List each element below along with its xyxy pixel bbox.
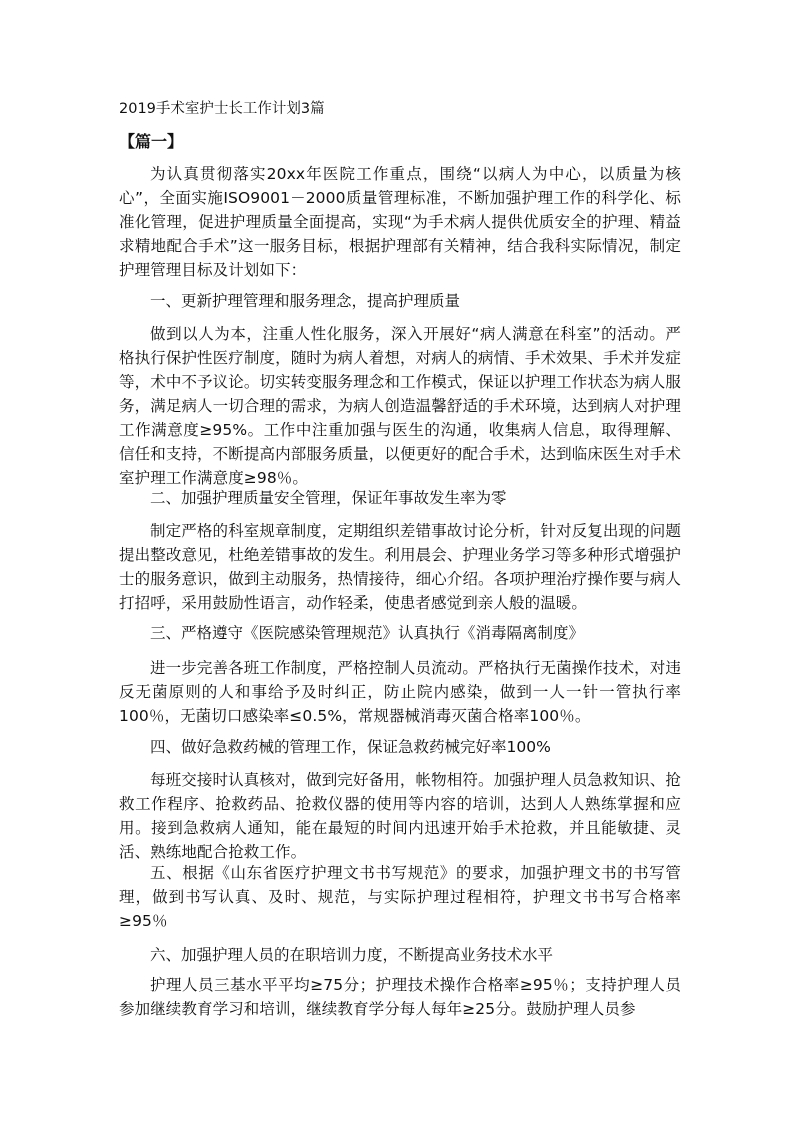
section-heading-2: 二、加强护理质量安全管理，保证年事故发生率为零: [150, 489, 507, 507]
section-heading-4: 四、做好急救药械的管理工作，保证急救药械完好率100%: [150, 738, 551, 756]
section-label: 【篇一】: [119, 132, 184, 151]
intro-paragraph: 为认真贯彻落实20xx年医院工作重点，围绕“以病人为中心，以质量为核心”，全面实施ISO9001－2000质量管理标准，不断加强护理工作的科学化、标准化管理，促进护理质量全面提高，实现“为手术病人提供优质安全的护理、精益求精地配合手术”这一服务目标，根据护理部有关精神，结合我科实际情况，制定护理管理目标及计划如下：: [119, 165, 681, 279]
document-title: 2019手术室护士长工作计划3篇: [119, 101, 325, 117]
section-body-1: 做到以人为本，注重人性化服务，深入开展好“病人满意在科室”的活动。严格执行保护性医疗制度，随时为病人着想，对病人的病情、手术效果、手术并发症等，术中不予议论。切实转变服务理念和工作模式，保证以护理工作状态为病人服务，满足病人一切合理的需求，为病人创造温馨舒适的手术环境，达到病人对护理工作满意度≥95%。工作中注重加强与医生的沟通，收集病人信息，取得理解、信任和支持，不断提高内部服务质量，以便更好的配合手术，达到临床医生对手术室护理工作满意度≥98％。: [119, 325, 681, 487]
section-heading-1: 一、更新护理管理和服务理念，提高护理质量: [150, 292, 461, 310]
section-heading-3: 三、严格遵守《医院感染管理规范》认真执行《消毒隔离制度》: [150, 624, 585, 642]
section-body-4: 每班交接时认真核对，做到完好备用，帐物相符。加强护理人员急救知识、抢救工作程序、抢救药品、抢救仪器的使用等内容的培训，达到人人熟练掌握和应用。接到急救病人通知，能在最短的时间内迅速开始手术抢救，并且能敏捷、灵活、熟练地配合抢救工作。: [119, 771, 681, 861]
section-heading-6: 六、加强护理人员的在职培训力度，不断提高业务技术水平: [150, 946, 554, 964]
section-heading-5: 五、根据《山东省医疗护理文书书写规范》的要求，加强护理文书的书写管理，做到书写认真、及时、规范，与实际护理过程相符，护理文书书写合格率≥95％: [119, 864, 681, 930]
section-body-6: 护理人员三基水平平均≥75分；护理技术操作合格率≥95％；支持护理人员参加继续教育学习和培训，继续教育学分每人每年≥25分。鼓励护理人员参: [119, 976, 681, 1018]
section-body-3: 进一步完善各班工作制度，严格控制人员流动。严格执行无菌操作技术，对违反无菌原则的人和事给予及时纠正，防止院内感染，做到一人一针一管执行率100％，无菌切口感染率≤0.5%，常规器械消毒灭菌合格率100％。: [119, 659, 681, 725]
section-body-2: 制定严格的科室规章制度，定期组织差错事故讨论分析，针对反复出现的问题提出整改意见，杜绝差错事故的发生。利用晨会、护理业务学习等多种形式增强护士的服务意识，做到主动服务，热情接待，细心介绍。各项护理治疗操作要与病人打招呼，采用鼓励性语言，动作轻柔，使患者感觉到亲人般的温暖。: [119, 522, 681, 612]
